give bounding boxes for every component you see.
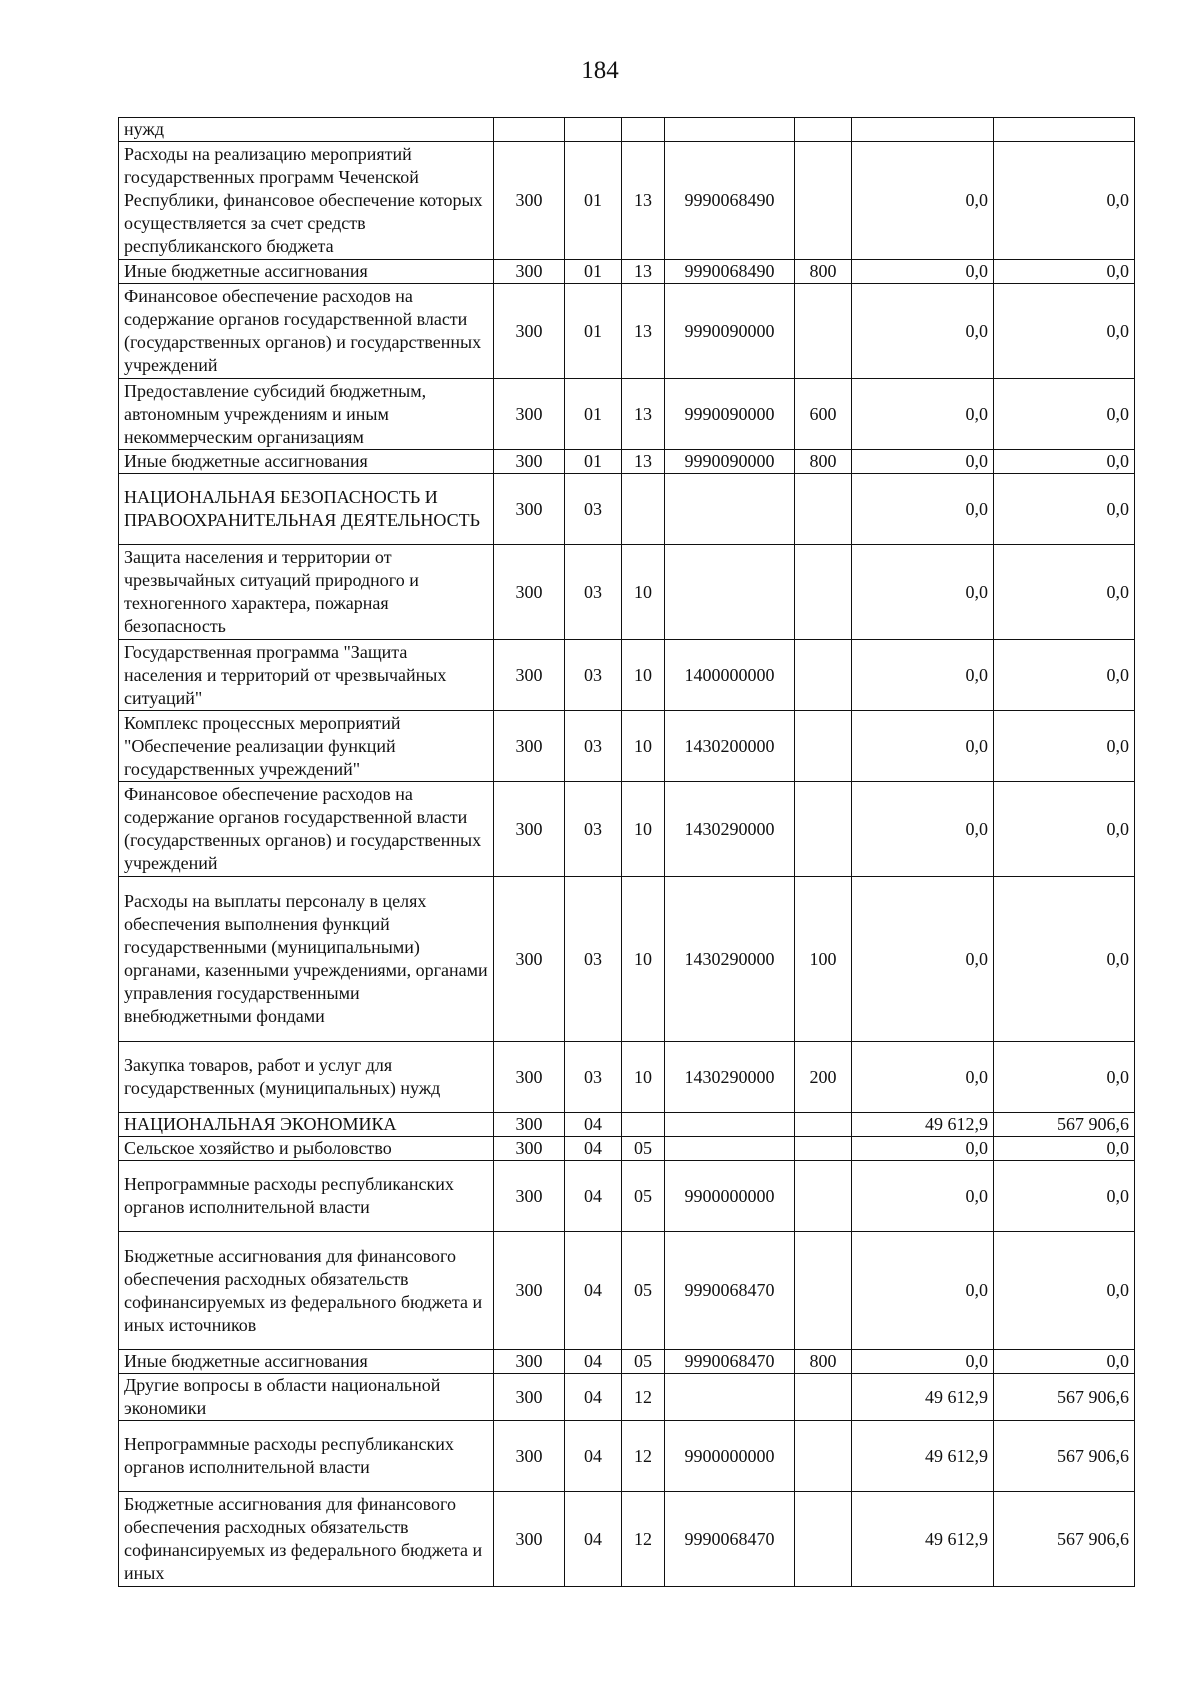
section-code-cell: 03 <box>565 1042 622 1113</box>
expense-type-cell: 800 <box>795 1350 852 1374</box>
subsection-code-cell: 05 <box>622 1350 665 1374</box>
table-row <box>119 545 1135 640</box>
amount-year1-cell: 0,0 <box>852 545 994 640</box>
table-row <box>119 1350 1135 1374</box>
section-code-cell: 03 <box>565 640 622 711</box>
target-article-cell: 1430200000 <box>665 711 795 782</box>
row-name-cell: Комплекс процессных мероприятий "Обеспечение реализации функций государственных учреждений" <box>119 711 494 782</box>
expense-type-cell <box>795 1137 852 1161</box>
amount-year1-cell: 0,0 <box>852 877 994 1042</box>
admin-code-cell: 300 <box>494 877 565 1042</box>
target-article-cell <box>665 1374 795 1421</box>
amount-year2-cell: 0,0 <box>994 284 1135 379</box>
target-article-cell <box>665 118 795 142</box>
expense-type-cell <box>795 1113 852 1137</box>
subsection-code-cell: 12 <box>622 1421 665 1492</box>
amount-year1-cell: 0,0 <box>852 450 994 474</box>
amount-year1-cell: 49 612,9 <box>852 1421 994 1492</box>
budget-table-body <box>119 118 1135 1587</box>
subsection-code-cell: 10 <box>622 1042 665 1113</box>
amount-year1-cell: 0,0 <box>852 711 994 782</box>
subsection-code-cell: 10 <box>622 640 665 711</box>
admin-code-cell: 300 <box>494 1042 565 1113</box>
table-row <box>119 1113 1135 1137</box>
section-code-cell: 01 <box>565 142 622 260</box>
expense-type-cell <box>795 782 852 877</box>
table-row <box>119 877 1135 1042</box>
row-name-cell: Государственная программа "Защита населения и территорий от чрезвычайных ситуаций" <box>119 640 494 711</box>
target-article-cell <box>665 1137 795 1161</box>
table-row <box>119 1374 1135 1421</box>
section-code-cell: 03 <box>565 711 622 782</box>
amount-year1-cell: 49 612,9 <box>852 1374 994 1421</box>
row-name-cell: Непрограммные расходы республиканских органов исполнительной власти <box>119 1421 494 1492</box>
amount-year1-cell: 0,0 <box>852 1161 994 1232</box>
expense-type-cell <box>795 142 852 260</box>
row-name-cell: Бюджетные ассигнования для финансового обеспечения расходных обязательств софинансируемых из федерального бюджета и иных <box>119 1492 494 1587</box>
amount-year1-cell: 0,0 <box>852 1137 994 1161</box>
subsection-code-cell: 10 <box>622 711 665 782</box>
amount-year2-cell: 567 906,6 <box>994 1113 1135 1137</box>
row-name-cell: нужд <box>119 118 494 142</box>
section-code-cell: 04 <box>565 1137 622 1161</box>
admin-code-cell: 300 <box>494 1232 565 1350</box>
subsection-code-cell <box>622 118 665 142</box>
amount-year1-cell: 0,0 <box>852 474 994 545</box>
admin-code-cell <box>494 118 565 142</box>
section-code-cell <box>565 118 622 142</box>
admin-code-cell: 300 <box>494 1137 565 1161</box>
table-row <box>119 474 1135 545</box>
amount-year2-cell: 0,0 <box>994 474 1135 545</box>
amount-year2-cell: 0,0 <box>994 782 1135 877</box>
table-row <box>119 1492 1135 1587</box>
expense-type-cell: 100 <box>795 877 852 1042</box>
row-name-cell: Иные бюджетные ассигнования <box>119 450 494 474</box>
admin-code-cell: 300 <box>494 474 565 545</box>
admin-code-cell: 300 <box>494 142 565 260</box>
admin-code-cell: 300 <box>494 782 565 877</box>
subsection-code-cell: 13 <box>622 284 665 379</box>
amount-year2-cell: 567 906,6 <box>994 1492 1135 1587</box>
section-code-cell: 01 <box>565 260 622 284</box>
row-name-cell: НАЦИОНАЛЬНАЯ ЭКОНОМИКА <box>119 1113 494 1137</box>
section-code-cell: 01 <box>565 450 622 474</box>
expense-type-cell: 200 <box>795 1042 852 1113</box>
target-article-cell: 9900000000 <box>665 1421 795 1492</box>
admin-code-cell: 300 <box>494 260 565 284</box>
row-name-cell: Бюджетные ассигнования для финансового обеспечения расходных обязательств софинансируемых из федерального бюджета и иных источников <box>119 1232 494 1350</box>
subsection-code-cell: 13 <box>622 260 665 284</box>
table-row <box>119 782 1135 877</box>
admin-code-cell: 300 <box>494 1492 565 1587</box>
section-code-cell: 03 <box>565 877 622 1042</box>
table-row <box>119 379 1135 450</box>
target-article-cell: 9990068490 <box>665 142 795 260</box>
section-code-cell: 04 <box>565 1113 622 1137</box>
subsection-code-cell: 05 <box>622 1161 665 1232</box>
expense-type-cell <box>795 1421 852 1492</box>
table-row <box>119 142 1135 260</box>
target-article-cell: 9990068470 <box>665 1492 795 1587</box>
subsection-code-cell <box>622 474 665 545</box>
amount-year2-cell: 0,0 <box>994 640 1135 711</box>
amount-year1-cell: 0,0 <box>852 260 994 284</box>
expense-type-cell <box>795 1161 852 1232</box>
amount-year2-cell <box>994 118 1135 142</box>
row-name-cell: Финансовое обеспечение расходов на содержание органов государственной власти (государственных органов) и государственных учреждений <box>119 782 494 877</box>
expense-type-cell: 600 <box>795 379 852 450</box>
amount-year1-cell <box>852 118 994 142</box>
amount-year1-cell: 49 612,9 <box>852 1113 994 1137</box>
admin-code-cell: 300 <box>494 1374 565 1421</box>
table-row <box>119 1161 1135 1232</box>
table-row <box>119 1421 1135 1492</box>
table-row <box>119 711 1135 782</box>
section-code-cell: 01 <box>565 284 622 379</box>
target-article-cell: 9990090000 <box>665 284 795 379</box>
target-article-cell: 9990090000 <box>665 450 795 474</box>
amount-year2-cell: 567 906,6 <box>994 1374 1135 1421</box>
subsection-code-cell: 12 <box>622 1492 665 1587</box>
amount-year1-cell: 0,0 <box>852 379 994 450</box>
row-name-cell: НАЦИОНАЛЬНАЯ БЕЗОПАСНОСТЬ И ПРАВООХРАНИТЕЛЬНАЯ ДЕЯТЕЛЬНОСТЬ <box>119 474 494 545</box>
amount-year1-cell: 0,0 <box>852 640 994 711</box>
amount-year2-cell: 0,0 <box>994 711 1135 782</box>
row-name-cell: Предоставление субсидий бюджетным, автономным учреждениям и иным некоммерческим организациям <box>119 379 494 450</box>
section-code-cell: 01 <box>565 379 622 450</box>
target-article-cell <box>665 1113 795 1137</box>
row-name-cell: Непрограммные расходы республиканских органов исполнительной власти <box>119 1161 494 1232</box>
section-code-cell: 04 <box>565 1350 622 1374</box>
target-article-cell: 1430290000 <box>665 1042 795 1113</box>
expense-type-cell <box>795 474 852 545</box>
target-article-cell: 1430290000 <box>665 877 795 1042</box>
row-name-cell: Закупка товаров, работ и услуг для государственных (муниципальных) нужд <box>119 1042 494 1113</box>
expense-type-cell <box>795 1232 852 1350</box>
amount-year1-cell: 0,0 <box>852 1232 994 1350</box>
row-name-cell: Расходы на выплаты персоналу в целях обеспечения выполнения функций государственными (муниципальными) органами, казенными учреждениями, органами управления государственными внебюджетными фондами <box>119 877 494 1042</box>
target-article-cell: 1400000000 <box>665 640 795 711</box>
subsection-code-cell: 13 <box>622 379 665 450</box>
admin-code-cell: 300 <box>494 640 565 711</box>
expense-type-cell <box>795 284 852 379</box>
admin-code-cell: 300 <box>494 450 565 474</box>
amount-year2-cell: 0,0 <box>994 1350 1135 1374</box>
table-row <box>119 260 1135 284</box>
expense-type-cell <box>795 1492 852 1587</box>
section-code-cell: 03 <box>565 474 622 545</box>
amount-year1-cell: 0,0 <box>852 782 994 877</box>
table-row <box>119 284 1135 379</box>
target-article-cell <box>665 474 795 545</box>
section-code-cell: 03 <box>565 782 622 877</box>
target-article-cell <box>665 545 795 640</box>
amount-year1-cell: 0,0 <box>852 1350 994 1374</box>
row-name-cell: Защита населения и территории от чрезвычайных ситуаций природного и техногенного характера, пожарная безопасность <box>119 545 494 640</box>
amount-year2-cell: 0,0 <box>994 877 1135 1042</box>
row-name-cell: Другие вопросы в области национальной экономики <box>119 1374 494 1421</box>
table-row <box>119 1232 1135 1350</box>
table-row <box>119 1042 1135 1113</box>
target-article-cell: 9990068490 <box>665 260 795 284</box>
amount-year2-cell: 0,0 <box>994 1042 1135 1113</box>
expense-type-cell <box>795 640 852 711</box>
amount-year1-cell: 0,0 <box>852 1042 994 1113</box>
target-article-cell: 1430290000 <box>665 782 795 877</box>
admin-code-cell: 300 <box>494 545 565 640</box>
subsection-code-cell: 05 <box>622 1232 665 1350</box>
section-code-cell: 04 <box>565 1492 622 1587</box>
amount-year2-cell: 0,0 <box>994 142 1135 260</box>
amount-year1-cell: 49 612,9 <box>852 1492 994 1587</box>
subsection-code-cell: 12 <box>622 1374 665 1421</box>
amount-year2-cell: 567 906,6 <box>994 1421 1135 1492</box>
expense-type-cell <box>795 711 852 782</box>
subsection-code-cell: 10 <box>622 782 665 877</box>
expense-type-cell: 800 <box>795 260 852 284</box>
row-name-cell: Иные бюджетные ассигнования <box>119 1350 494 1374</box>
subsection-code-cell: 05 <box>622 1137 665 1161</box>
subsection-code-cell: 13 <box>622 142 665 260</box>
amount-year2-cell: 0,0 <box>994 379 1135 450</box>
target-article-cell: 9900000000 <box>665 1161 795 1232</box>
admin-code-cell: 300 <box>494 1161 565 1232</box>
section-code-cell: 04 <box>565 1421 622 1492</box>
expense-type-cell <box>795 118 852 142</box>
section-code-cell: 03 <box>565 545 622 640</box>
amount-year1-cell: 0,0 <box>852 142 994 260</box>
table-row <box>119 640 1135 711</box>
subsection-code-cell: 10 <box>622 877 665 1042</box>
admin-code-cell: 300 <box>494 1113 565 1137</box>
admin-code-cell: 300 <box>494 284 565 379</box>
row-name-cell: Иные бюджетные ассигнования <box>119 260 494 284</box>
expense-type-cell <box>795 545 852 640</box>
subsection-code-cell: 13 <box>622 450 665 474</box>
table-row <box>119 1137 1135 1161</box>
expense-type-cell <box>795 1374 852 1421</box>
amount-year1-cell: 0,0 <box>852 284 994 379</box>
subsection-code-cell: 10 <box>622 545 665 640</box>
target-article-cell: 9990068470 <box>665 1350 795 1374</box>
row-name-cell: Расходы на реализацию мероприятий государственных программ Чеченской Республики, финансовое обеспечение которых осуществляется за счет средств республиканского бюджета <box>119 142 494 260</box>
page-number: 184 <box>581 57 619 84</box>
table-row <box>119 450 1135 474</box>
subsection-code-cell <box>622 1113 665 1137</box>
table-row <box>119 118 1135 142</box>
admin-code-cell: 300 <box>494 711 565 782</box>
section-code-cell: 04 <box>565 1374 622 1421</box>
admin-code-cell: 300 <box>494 1350 565 1374</box>
target-article-cell: 9990090000 <box>665 379 795 450</box>
admin-code-cell: 300 <box>494 1421 565 1492</box>
admin-code-cell: 300 <box>494 379 565 450</box>
target-article-cell: 9990068470 <box>665 1232 795 1350</box>
amount-year2-cell: 0,0 <box>994 450 1135 474</box>
expense-type-cell: 800 <box>795 450 852 474</box>
budget-table <box>118 117 1135 1587</box>
amount-year2-cell: 0,0 <box>994 260 1135 284</box>
row-name-cell: Сельское хозяйство и рыболовство <box>119 1137 494 1161</box>
section-code-cell: 04 <box>565 1161 622 1232</box>
row-name-cell: Финансовое обеспечение расходов на содержание органов государственной власти (государственных органов) и государственных учреждений <box>119 284 494 379</box>
section-code-cell: 04 <box>565 1232 622 1350</box>
amount-year2-cell: 0,0 <box>994 1232 1135 1350</box>
amount-year2-cell: 0,0 <box>994 1161 1135 1232</box>
amount-year2-cell: 0,0 <box>994 1137 1135 1161</box>
amount-year2-cell: 0,0 <box>994 545 1135 640</box>
